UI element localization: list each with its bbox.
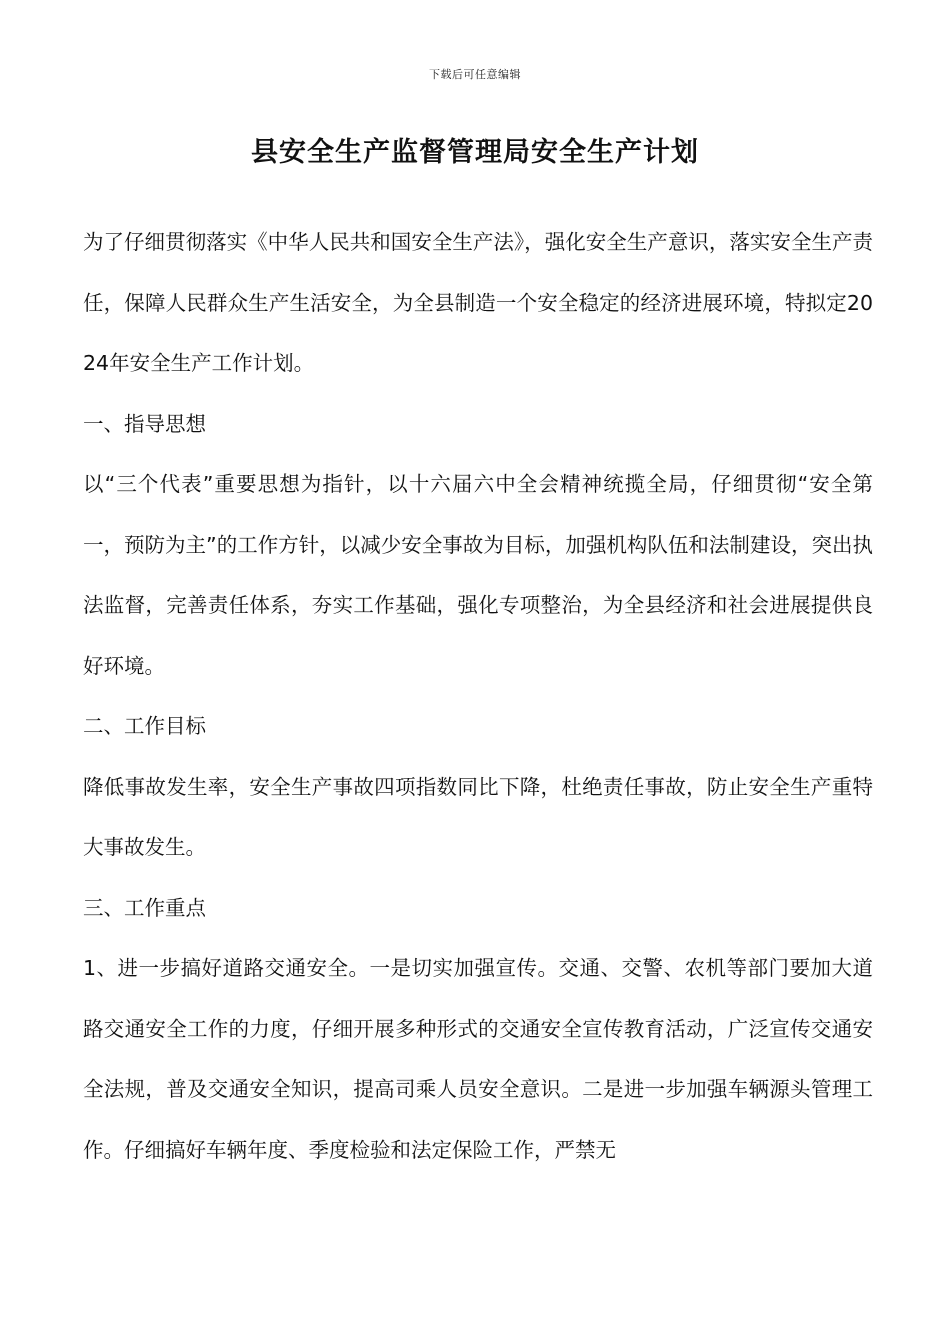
header-note: 下载后可任意编辑 bbox=[429, 68, 521, 81]
work-focus-paragraph: 1、进一步搞好道路交通安全。一是切实加强宣传。交通、交警、农机等部门要加大道路交通安全工作的力度，仔细开展多种形式的交通安全宣传教育活动，广泛宣传交通安全法规，普及交通安全知识，提高司乘人员安全意识。二是进一步加强车辆源头管理工作。仔细搞好车辆年度、季度检验和法定保险工作，严禁无 bbox=[83, 956, 873, 1162]
work-goals-paragraph: 降低事故发生率，安全生产事故四项指数同比下降，杜绝责任事故，防止安全生产重特大事故发生。 bbox=[83, 774, 873, 859]
section-heading-work-focus: 三、工作重点 bbox=[83, 895, 206, 920]
document-title: 县安全生产监督管理局安全生产计划 bbox=[251, 137, 699, 168]
section-heading-guiding-thought: 一、指导思想 bbox=[83, 411, 206, 436]
document-body bbox=[83, 212, 873, 1180]
guiding-thought-paragraph: 以“三个代表”重要思想为指针，以十六届六中全会精神统揽全局，仔细贯彻“安全第一，预防为主”的工作方针，以减少安全事故为目标，加强机构队伍和法制建设，突出执法监督，完善责任体系，夯实工作基础，强化专项整治，为全县经济和社会进展提供良好环境。 bbox=[83, 472, 873, 678]
intro-paragraph: 为了仔细贯彻落实《中华人民共和国安全生产法》，强化安全生产意识，落实安全生产责任，保障人民群众生产生活安全，为全县制造一个安全稳定的经济进展环境，特拟定2024年安全生产工作计划。 bbox=[83, 230, 873, 375]
section-heading-work-goals: 二、工作目标 bbox=[83, 714, 206, 738]
